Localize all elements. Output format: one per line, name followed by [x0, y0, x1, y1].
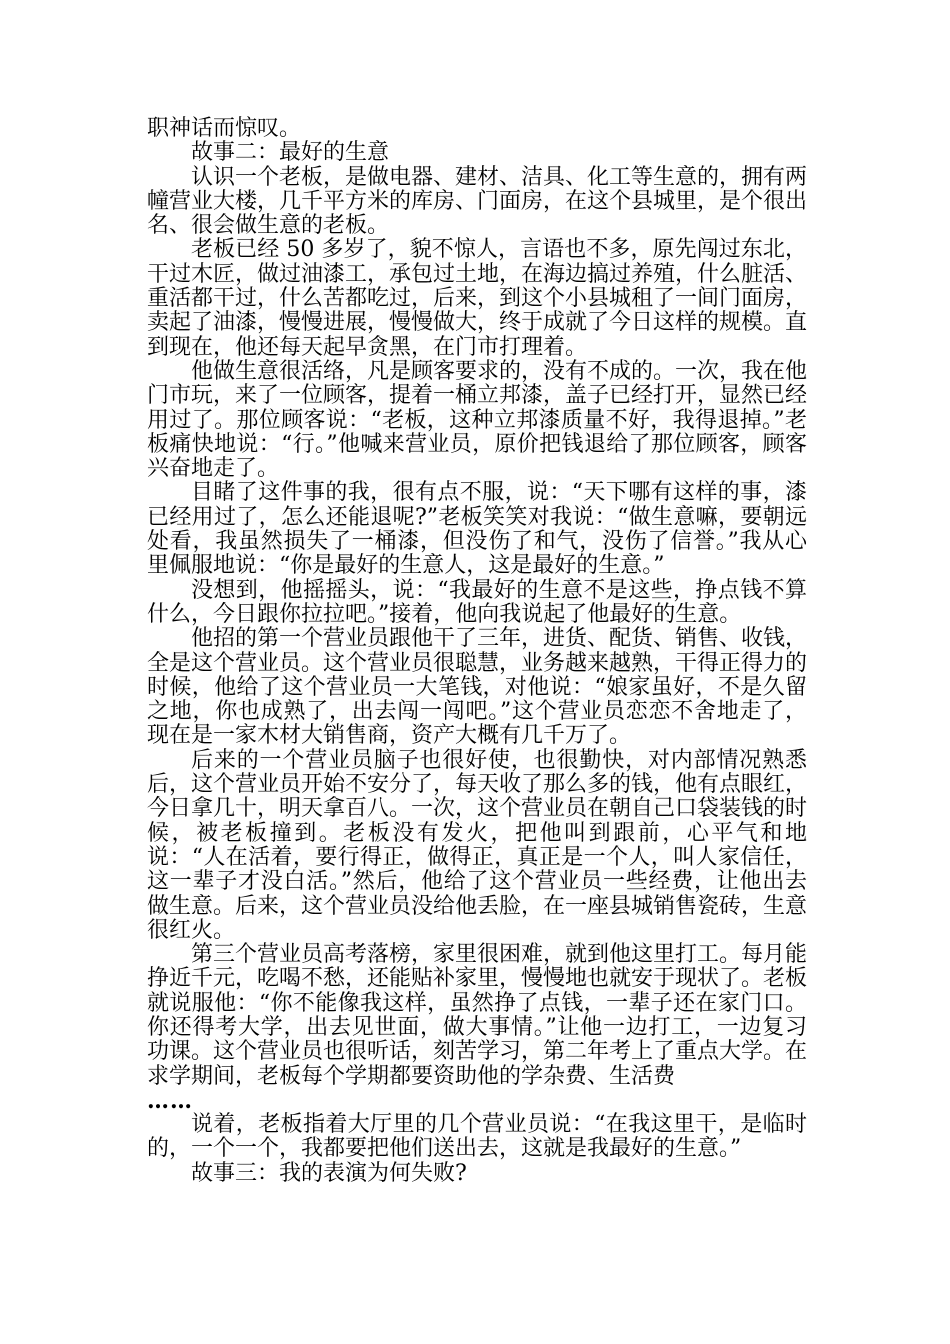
story2-title: 故事二：最好的生意: [191, 140, 390, 166]
paragraph-8: 第三个营业员高考落榜，家里很困难，就到他这里打工。每月能挣近千元，吃喝不愁，还能贴补家里，慢慢地也就安于现状了。老板就说服他：“你不能像我这样，虽然挣了点钱，一辈子还在家门口。你还得考大学，出去见世面，做大事情。”让他一边打工，一边复习功课。这个营业员也很听话，刻苦学习，第二年考上了重点大学。在求学期间，老板每个学期都要资助他的学杂费、生活费: [147, 942, 808, 1089]
paragraph-6: 他招的第一个营业员跟他干了三年，进货、配货、销售、收钱，全是这个营业员。这个营业员很聪慧，业务越来越熟，干得正得力的时候，他给了这个营业员一大笔钱，对他说：“娘家虽好，不是久留之地，你也成熟了，出去闯一闯吧。”这个营业员恋恋不舍地走了，现在是一家木材大销售商，资产大概有几千万了。: [147, 626, 808, 749]
paragraph-3: 他做生意很活络，凡是顾客要求的，没有不成的。一次，我在他门市玩，来了一位顾客，提着一桶立邦漆，盖子已经打开，显然已经用过了。那位顾客说：“老板，这种立邦漆质量不好，我得退掉。”老板痛快地说：“行。”他喊来营业员，原价把钱退给了那位顾客，顾客兴奋地走了。: [147, 358, 808, 482]
lead-line: 职神话而惊叹。: [147, 116, 302, 141]
document-page: [147, 117, 807, 1186]
paragraph-1: 认识一个老板，是做电器、建材、洁具、化工等生意的，拥有两幢营业大楼，几千平方米的库房、门面房，在这个县城里，是个很出名、很会做生意的老板。: [147, 164, 808, 239]
paragraph-4: 目睹了这件事的我，很有点不服，说：“天下哪有这样的事，漆已经用过了，怎么还能退呢?”老板笑笑对我说：“做生意嘛，要朝远处看，我虽然损失了一桶漆，但没伤了和气，没伤了信誉。”我从心里佩服地说：“你是最好的生意人，这是最好的生意。”: [147, 480, 807, 579]
ellipsis-line: ……: [147, 1087, 193, 1114]
paragraph-5: 没想到，他摇摇头，说：“我最好的生意不是这些，挣点钱不算什么，今日跟你拉拉吧。”接着，他向我说起了他最好的生意。: [147, 577, 807, 627]
story3-title: 故事三：我的表演为何失败?: [191, 1160, 467, 1186]
paragraph-2: 老板已经 50 多岁了，貌不惊人，言语也不多，原先闯过东北，干过木匠，做过油漆工，承包过土地，在海边搞过养殖，什么脏活、重活都干过，什么苦都吃过，后来，到这个小县城租了一间门面房，卖起了油漆，慢慢进展，慢慢做大，终于成就了今日这样的规模。直到现在，他还每天起早贪黑，在门市打理着。: [147, 237, 808, 360]
paragraph-7: 后来的一个营业员脑子也很好使，也很勤快，对内部情况熟悉后，这个营业员开始不安分了，每天收了那么多的钱，他有点眼红，今日拿几十，明天拿百八。一次，这个营业员在朝自己口袋装钱的时候，被老板撞到。老板没有发火，把他叫到跟前，心平气和地说：“人在活着，要行得正，做得正，真正是一个人，叫人家信任，这一辈子才没白活。”然后，他给了这个营业员一些经费，让他出去做生意。后来，这个营业员没给他丢脸，在一座县城销售瓷砖，生意很红火。: [147, 747, 808, 943]
closing-paragraph: 说着，老板指着大厅里的几个营业员说：“在我这里干，是临时的，一个一个，我都要把他们送出去，这就是我最好的生意。”: [147, 1112, 807, 1162]
